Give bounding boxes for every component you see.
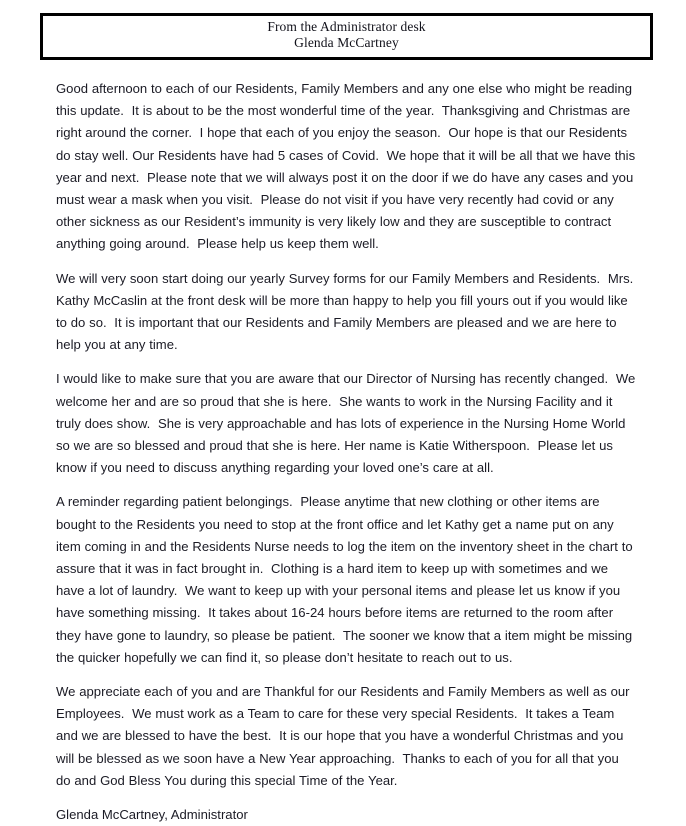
letter-paragraph-2: We will very soon start doing our yearly Survey forms for our Family Members and Residents. Mrs. Kathy McCaslin at the front desk will be more than happy to help you fill yours out if you would like to do so. It is important that our Residents and Family Members are pleased and we are here to help you at any time.: [56, 270, 638, 353]
letterhead-box: [40, 13, 653, 60]
letterhead-title: From the Administrator desk: [267, 19, 426, 34]
letter-paragraph-4: A reminder regarding patient belongings. Please anytime that new clothing or other items are bought to the Residents you need to stop at the front office and let Kathy get a name put on any item coming in and the Residents Nurse needs to log the item on the inventory sheet in the chart to assure that it was in fact brought in. Clothing is a hard item to keep up with sometimes and we have a lot of laundry. We want to keep up with your personal items and please let us know if you have something missing. It takes about 16-24 hours before items are returned to the room after they have gone to laundry, so please be patient. The sooner we know that a item might be missing the quicker hopefully we can find it, so please don’t hesitate to reach out to us.: [56, 494, 637, 665]
letter-paragraph-1: Good afternoon to each of our Residents, Family Members and any one else who might be reading this update. It is about to be the most wonderful time of the year. Thanksgiving and Christmas are right around the corner. I hope that each of you enjoy the season. Our hope is that our Residents do stay well. Our Residents have had 5 cases of Covid. We hope that it will be all that we have this year and next. Please note that we will always post it on the door if we do have any cases and you must wear a mask when you visit. Please do not visit if you have very recently had covid or any other sickness as our Resident’s immunity is very likely low and they are susceptible to contract anything going around. Please help us keep them well.: [56, 81, 639, 252]
letter-paragraph-3: I would like to make sure that you are aware that our Director of Nursing has recently changed. We welcome her and are so proud that she is here. She wants to work in the Nursing Facility and it truly does show. She is very approachable and has lots of experience in the Nursing Home World so we are so blessed and proud that she is here. Her name is Katie Witherspoon. Please let us know if you need to discuss anything regarding your loved one’s care at all.: [56, 371, 640, 476]
letter-signature: Glenda McCartney, Administrator: [56, 807, 248, 823]
letter-paragraph-5: We appreciate each of you and are Thankful for our Residents and Family Members as well as our Employees. We must work as a Team to care for these very special Residents. It takes a Team and we are blessed to have the best. It is our hope that you have a wonderful Christmas and you will be blessed as we soon have a New Year approaching. Thanks to each of you for all that you do and God Bless You during this special Time of the Year.: [56, 684, 634, 788]
letter-body: [56, 78, 640, 826]
letterhead-author: Glenda McCartney: [294, 35, 399, 50]
